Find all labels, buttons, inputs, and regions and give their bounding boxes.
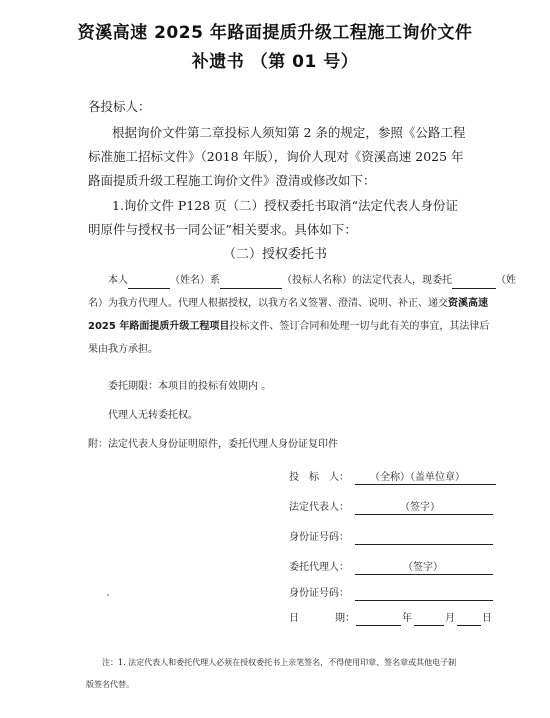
- year-line[interactable]: [356, 625, 401, 626]
- no-subdelegation: 代理人无转委托权。: [108, 410, 198, 421]
- form-line-1-d: （姓: [496, 275, 516, 286]
- form-line-3-rest: 投标文件、签订合同和处理一切与此有关的事宜，其法律后: [229, 321, 490, 332]
- form-line-2-a: 名）为我方代理人。代理人根据授权，以我方名义签署、澄清、说明、补正、递交: [88, 298, 448, 309]
- form-line-3-bold: 2025 年路面提质升级工程项目: [88, 321, 230, 332]
- agent-name-blank[interactable]: [452, 276, 496, 289]
- id-number-2-line[interactable]: [355, 600, 493, 601]
- form-line-2-bold: 资溪高速: [448, 298, 488, 309]
- bidder-name-blank[interactable]: [220, 276, 282, 289]
- paragraph-1-line-1: 根据询价文件第二章投标人须知第 2 条的规定，参照《公路工程: [112, 125, 466, 140]
- form-line-2: [88, 295, 488, 312]
- bidder-label: 投 标 人：: [289, 472, 349, 483]
- date-label-b: 期：: [335, 613, 355, 624]
- form-line-1-b: （姓名）系: [170, 275, 220, 286]
- date-label-a: 日: [289, 613, 299, 624]
- legal-rep-label: 法定代表人：: [289, 502, 349, 513]
- form-line-1-a: 本人: [108, 275, 128, 286]
- paragraph-2-line-2: 明原件与授权书一同公证”相关要求。具体如下：: [88, 222, 357, 237]
- paragraph-2-line-1: 1.询价文件 P128 页（二）授权委托书取消“法定代表人身份证: [112, 198, 459, 213]
- bidder-value: （全称）（盖单位章）: [370, 472, 465, 483]
- year-label: 年: [402, 613, 412, 624]
- paragraph-1-line-3: 路面提质升级工程施工询价文件》澄清或修改如下：: [88, 173, 376, 188]
- agent-value: （签字）: [403, 562, 443, 573]
- form-line-4: 果由我方承担。: [88, 344, 158, 355]
- note-line-1: 注：1. 法定代表人和委托代理人必须在授权委托书上亲笔签名，不得使用印章、签名章或其他电子制: [102, 658, 457, 667]
- paragraph-1-line-2: 标准施工招标文件》（2018 年版），询价人现对《资溪高速 2025 年: [88, 149, 464, 164]
- legal-rep-value: （签字）: [400, 502, 440, 513]
- entrust-term: 委托期限：本项目的投标有效期内 。: [108, 381, 272, 392]
- salutation: 各投标人：: [88, 99, 151, 114]
- id-number-1-label: 身份证号码：: [289, 532, 349, 543]
- form-line-1-c: （投标人名称）的法定代表人，现委托: [282, 275, 452, 286]
- note-line-2: 版签名代替。: [86, 680, 134, 689]
- id-number-1-line[interactable]: [355, 544, 493, 545]
- form-line-3: [88, 318, 489, 335]
- form-line-1: [108, 272, 516, 289]
- form-heading: （二）授权委托书: [222, 247, 327, 262]
- month-line[interactable]: [414, 625, 444, 626]
- day-line[interactable]: [457, 625, 481, 626]
- attachment-note: 附：法定代表人身份证明原件，委托代理人身份证复印件: [88, 439, 338, 450]
- id-number-2-label: 身份证号码：: [289, 588, 349, 599]
- agent-label: 委托代理人：: [289, 562, 349, 573]
- document-subtitle: 补遗书 （第 01 号）: [191, 52, 359, 72]
- document-title: 资溪高速 2025 年路面提质升级工程施工询价文件: [77, 23, 473, 43]
- scan-speck: [107, 594, 109, 596]
- day-label: 日: [482, 613, 492, 624]
- month-label: 月: [445, 613, 455, 624]
- bidder-row: [289, 471, 349, 485]
- name-blank[interactable]: [128, 276, 170, 289]
